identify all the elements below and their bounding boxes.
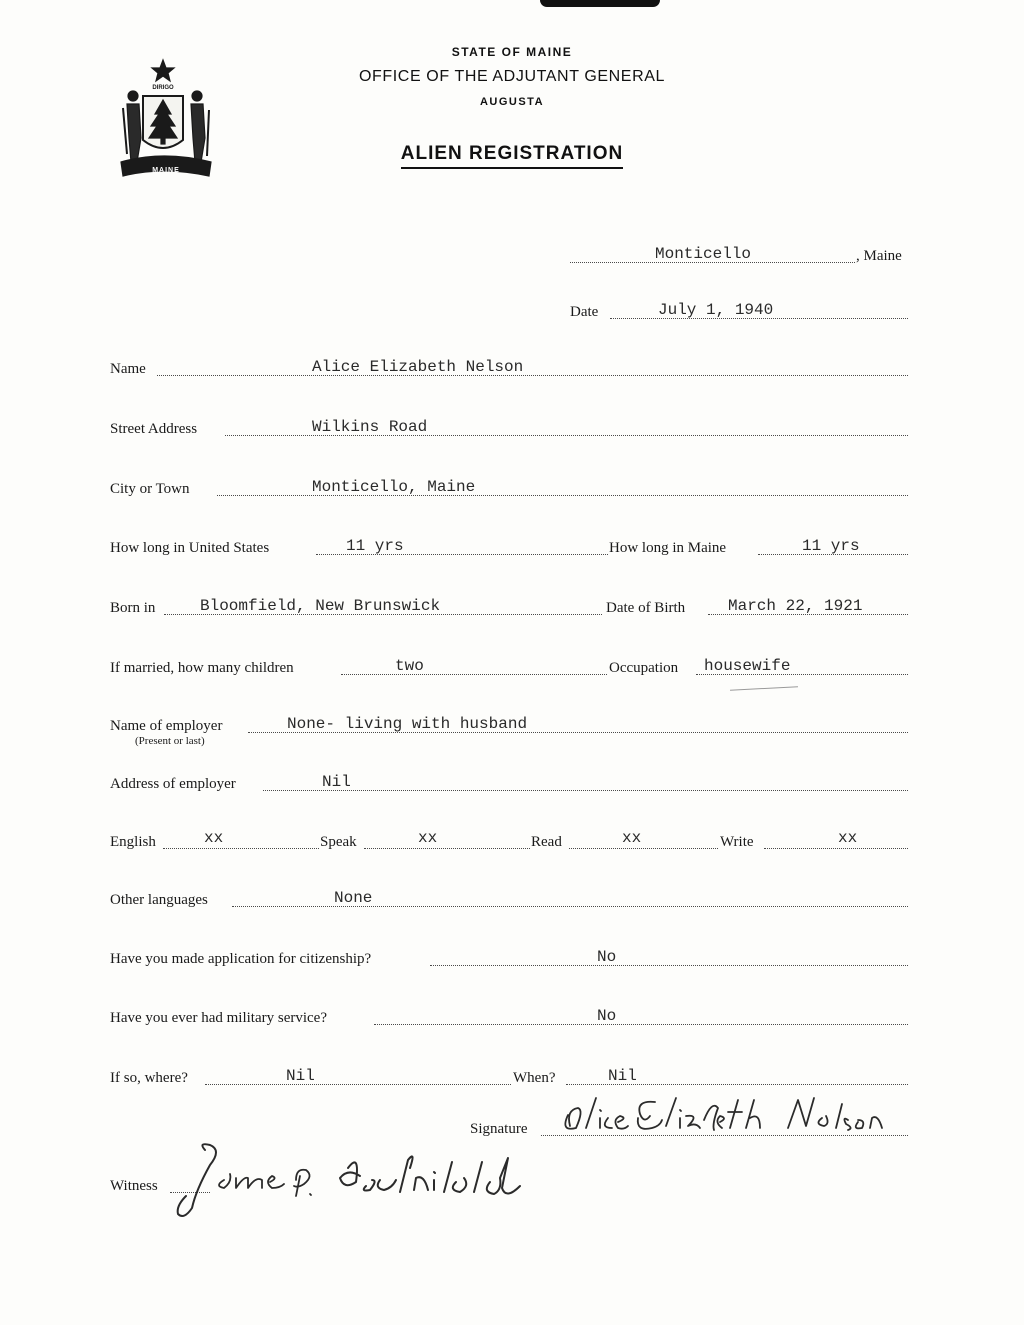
state-heading: STATE OF MAINE [451,45,573,59]
when-label: When? [513,1070,556,1086]
write-value: xx [838,829,858,847]
city-value: Monticello, Maine [312,478,476,496]
occupation-label: Occupation [609,660,679,676]
how-long-maine-label: How long in Maine [609,540,727,556]
employer-address-label: Address of employer [110,776,236,792]
english-value: xx [204,829,224,847]
english-label: English [110,834,156,850]
witness-label: Witness [110,1178,158,1194]
read-value: xx [622,829,642,847]
employer-address-value: Nil [322,773,351,791]
speak-label: Speak [320,834,357,850]
other-languages-label: Other languages [110,892,208,908]
place-suffix: , Maine [856,248,902,264]
date-value: July 1, 1940 [658,301,774,319]
citizenship-value: No [597,948,617,966]
children-value: two [395,657,424,675]
how-long-maine-value: 11 yrs [802,537,860,555]
employer-sublabel: (Present or last) [135,735,205,747]
place-value: Monticello [655,245,752,263]
how-long-us-label: How long in United States [110,540,270,556]
office-heading: OFFICE OF THE ADJUTANT GENERAL [358,68,666,85]
employer-value: None- living with husband [287,715,528,733]
speak-value: xx [418,829,438,847]
date-label: Date [570,304,599,320]
other-languages-value: None [334,889,373,907]
how-long-us-value: 11 yrs [346,537,404,555]
seal-banner-text: MAINE [152,167,180,174]
date-of-birth-value: March 22, 1921 [728,597,863,615]
read-label: Read [531,834,562,850]
where-label: If so, where? [110,1070,188,1086]
name-value: Alice Elizabeth Nelson [312,358,524,376]
name-label: Name [110,361,146,377]
employer-label: Name of employer [110,718,223,734]
signature-label: Signature [470,1121,528,1137]
citizenship-label: Have you made application for citizenship? [110,951,372,967]
city-label: City or Town [110,481,190,497]
where-value: Nil [286,1067,315,1085]
form-title-text: ALIEN REGISTRATION [401,143,623,169]
born-in-value: Bloomfield, New Brunswick [200,597,441,615]
occupation-value: housewife [704,657,791,675]
street-address-value: Wilkins Road [312,418,428,436]
military-service-label: Have you ever had military service? [110,1010,327,1026]
city-heading: AUGUSTA [479,96,545,108]
date-of-birth-label: Date of Birth [606,600,686,616]
military-service-value: No [597,1007,617,1025]
street-address-label: Street Address [110,421,198,437]
write-label: Write [720,834,754,850]
svg-text:DIRIGO: DIRIGO [152,85,174,91]
born-in-label: Born in [110,600,156,616]
children-label: If married, how many children [110,660,294,676]
when-value: Nil [608,1067,637,1085]
